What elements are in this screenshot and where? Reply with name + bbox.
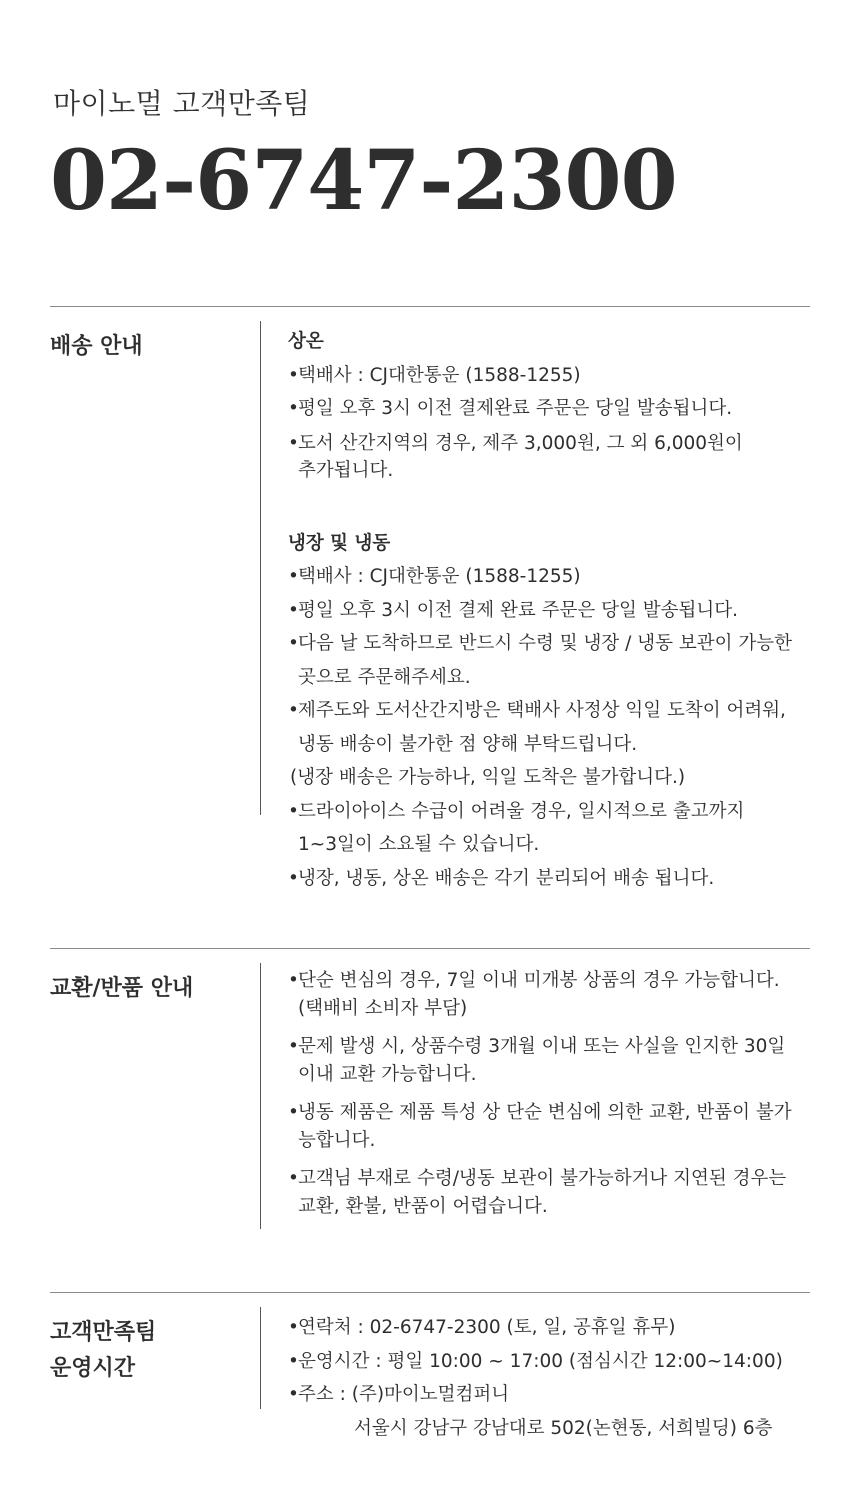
team-label: 마이노멀 고객만족팀 xyxy=(53,87,311,120)
hours-title-line1: 고객만족팀 xyxy=(50,1320,157,1345)
list-item: • 제주도와 도서산간지방은 택배사 사정상 익일 도착이 어려워, 냉동 배송이 불가한 점 양해 부탁드립니다. xyxy=(288,694,808,761)
shipping-title: 배송 안내 xyxy=(50,334,143,359)
list-item: • 택배사 : CJ대한통운 (1588-1255) xyxy=(288,359,808,393)
list-item: • 도서 산간지역의 경우, 제주 3,000원, 그 외 6,000원이 추가됩니다. xyxy=(288,430,758,484)
divider-line xyxy=(260,1307,261,1409)
divider-line xyxy=(260,321,261,815)
list-item: • 고객님 부재로 수령/냉동 보관이 불가능하거나 지연된 경우는 교환, 환불, 반품이 어렵습니다. xyxy=(288,1165,808,1221)
phone-number: 02-6747-2300 xyxy=(50,133,677,229)
exchange-content xyxy=(288,967,808,1221)
cold-note: (냉장 배송은 가능하나, 익일 도착은 불가합니다.) xyxy=(290,767,686,788)
address-detail: 서울시 강남구 강남대로 502(논현동, 서희빌딩) 6층 xyxy=(354,1417,773,1439)
shipping-section xyxy=(50,306,810,917)
list-item: • 냉장, 냉동, 상온 배송은 각기 분리되어 배송 됩니다. xyxy=(288,862,808,896)
hours-title-line2: 운영시간 xyxy=(50,1356,136,1381)
list-item: • 다음 날 도착하므로 반드시 수령 및 냉장 / 냉동 보관이 가능한 곳으로 주문해주세요. xyxy=(288,627,808,694)
address-line: • 주소 : (주)마이노멀컴퍼니 xyxy=(288,1378,808,1412)
contact-line: • 연락처 : 02-6747-2300 (토, 일, 공휴일 휴무) xyxy=(288,1311,808,1345)
shipping-content xyxy=(288,325,808,895)
list-item: • 평일 오후 3시 이전 결제완료 주문은 당일 발송됩니다. xyxy=(288,392,808,426)
hours-section xyxy=(50,1292,810,1493)
room-temp-title: 상온 xyxy=(288,331,324,352)
hours-title xyxy=(50,1315,156,1387)
divider-line xyxy=(260,963,261,1229)
list-item: • 택배사 : CJ대한통운 (1588-1255) xyxy=(288,560,808,594)
list-item: • 평일 오후 3시 이전 결제 완료 주문은 당일 발송됩니다. xyxy=(288,594,808,628)
list-item: • 문제 발생 시, 상품수령 3개월 이내 또는 사실을 인지한 30일 이내 교환 가능합니다. xyxy=(288,1033,808,1089)
list-item: • 드라이아이스 수급이 어려울 경우, 일시적으로 출고까지 1~3일이 소요될 수 있습니다. xyxy=(288,795,778,862)
hours-content xyxy=(288,1311,808,1445)
list-item: • 냉동 제품은 제품 특성 상 단순 변심에 의한 교환, 반품이 불가능합니다. xyxy=(288,1099,808,1155)
exchange-section xyxy=(50,948,810,1259)
hours-line: • 운영시간 : 평일 10:00 ~ 17:00 (점심시간 12:00~14:00) xyxy=(288,1345,808,1379)
exchange-title: 교환/반품 안내 xyxy=(50,976,194,1001)
list-item: • 단순 변심의 경우, 7일 이내 미개봉 상품의 경우 가능합니다. (택배비 소비자 부담) xyxy=(288,967,808,1023)
cold-title: 냉장 및 냉동 xyxy=(288,532,391,554)
